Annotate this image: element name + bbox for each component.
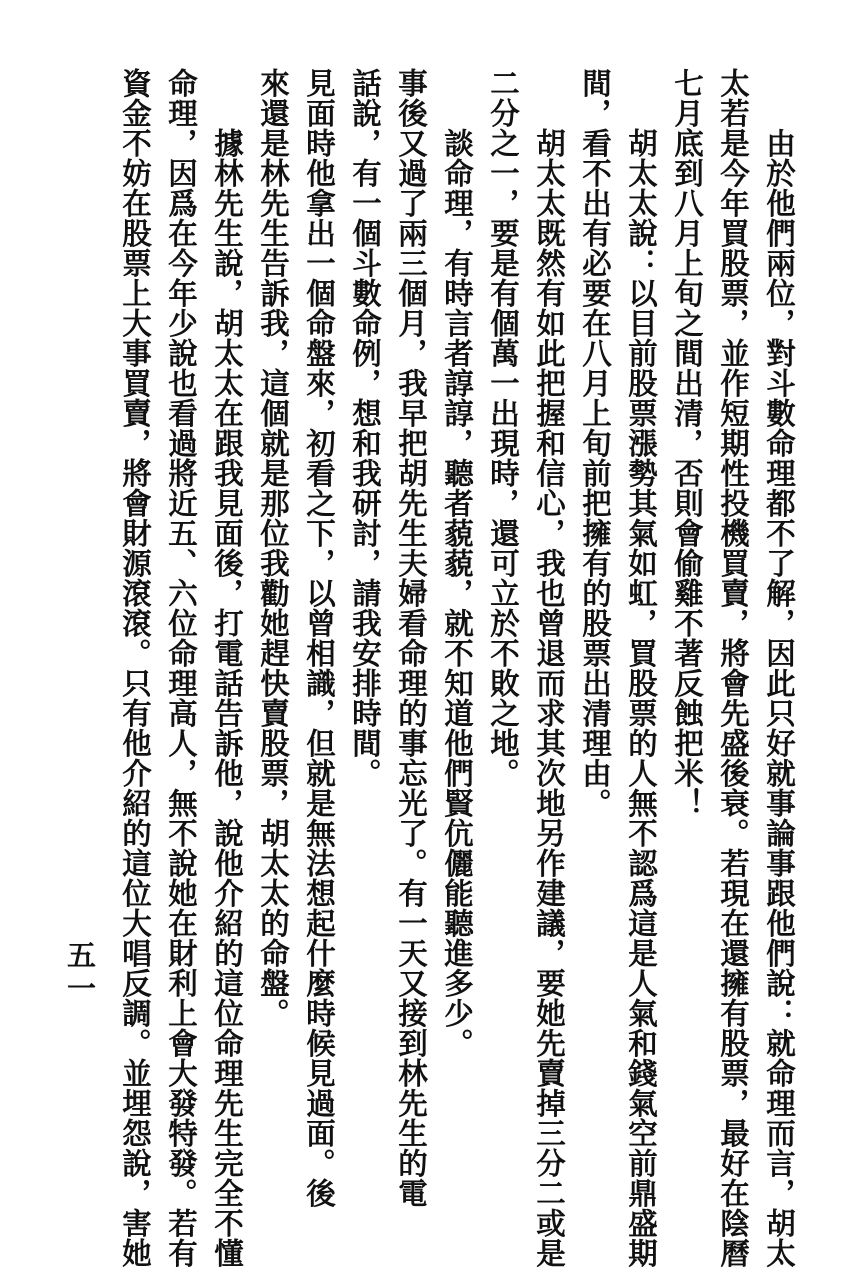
body-text: [112, 68, 802, 1268]
text-line: 據林先生說，胡太太在跟我見面後，打電話告訴他，說他介紹的這位命理先生完全不懂: [210, 128, 245, 1268]
text-line: 資金不妨在股票上大事買賣，將會財源滾滾。只有他介紹的這位大唱反調。並埋怨說，害她: [118, 68, 153, 1268]
text-line: 命理，因爲在今年少說也看過將近五、六位命理高人，無不說她在財利上會大發特發。若有: [164, 68, 199, 1268]
text-line: 來還是林先生告訴我，這個就是那位我勸她趕快賣股票，胡太太的命盤。: [256, 68, 291, 1028]
text-line: 見面時他拿出一個命盤來，初看之下，以曾相識，但就是無法想起什麼時候見過面。後: [302, 68, 337, 1208]
text-line: 七月底到八月上旬之間出清，否則會偷雞不著反蝕把米！: [670, 68, 705, 818]
page-number: 五一: [63, 940, 97, 1006]
text-line: 談命理，有時言者諄諄，聽者藐藐，就不知道他們賢伉儷能聽進多少。: [440, 128, 475, 1058]
text-line: 太若是今年買股票，並作短期性投機買賣，將會先盛後衰。若現在還擁有股票，最好在陰曆: [716, 68, 751, 1268]
text-line: 由於他們兩位，對斗數命理都不了解，因此只好就事論事跟他們說：就命理而言，胡太: [762, 128, 797, 1268]
text-line: 二分之一，要是有個萬一出現時，還可立於不敗之地。: [486, 68, 521, 788]
text-line: 間，看不出有必要在八月上旬前把擁有的股票出清理由。: [578, 68, 613, 818]
text-line: 話說，有一個斗數命例，想和我研討，請我安排時間。: [348, 68, 383, 788]
text-line: 事後又過了兩三個月，我早把胡先生夫婦看命理的事忘光了。有一天又接到林先生的電: [394, 68, 429, 1208]
text-line: 胡太太既然有如此把握和信心，我也曾退而求其次地另作建議，要她先賣掉三分二或是: [532, 128, 567, 1268]
text-line: 胡太太說：以目前股票漲勢其氣如虹，買股票的人無不認爲這是人氣和錢氣空前鼎盛期: [624, 128, 659, 1268]
